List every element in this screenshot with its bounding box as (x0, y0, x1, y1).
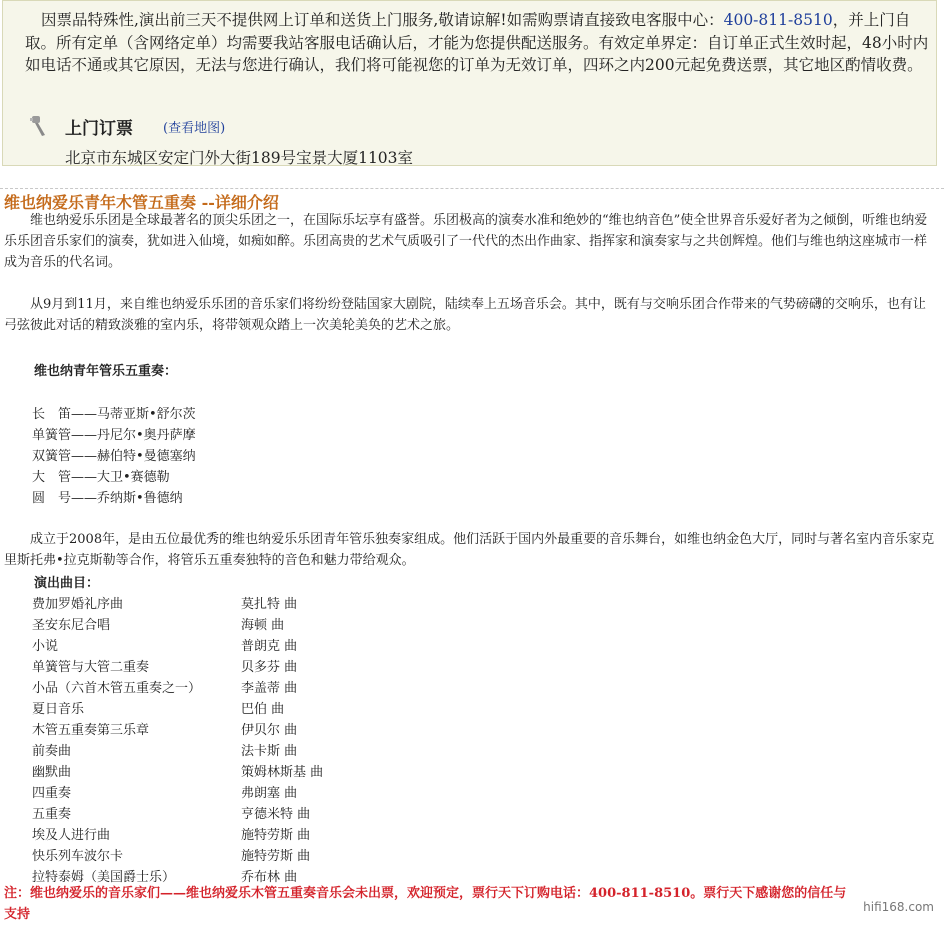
program-composer: 施特劳斯 曲 (241, 828, 311, 843)
program-composer: 法卡斯 曲 (241, 744, 298, 759)
program-title: 夏日音乐 (32, 702, 85, 717)
program-composer: 弗朗塞 曲 (241, 786, 298, 801)
member-item: 单簧管——丹尼尔•奥丹萨摩 (32, 428, 196, 443)
pickup-title: 上门订票 (65, 119, 133, 139)
program-composer: 亨德米特 曲 (241, 807, 311, 822)
program-title: 四重奏 (32, 786, 72, 801)
program-title: 圣安东尼合唱 (32, 618, 111, 633)
program-composer: 贝多芬 曲 (241, 660, 298, 675)
section-title: 维也纳爱乐青年木管五重奏 --详细介绍 (4, 193, 279, 212)
notice-text-start: 因票品特殊性,演出前三天不提供网上订单和送货上门服务,敬请谅解!如需购票请直接致电客服中心： (41, 11, 724, 29)
view-map-link[interactable]: (查看地图) (163, 121, 226, 136)
site-watermark: hifi168.com (863, 900, 934, 914)
member-item: 圆 号——乔纳斯•鲁德纳 (32, 491, 183, 506)
program-composer: 乔布林 曲 (241, 870, 298, 885)
program-composer: 普朗克 曲 (241, 639, 298, 654)
program-title: 快乐列车波尔卡 (32, 849, 124, 864)
notice-text (25, 9, 930, 77)
program-title: 五重奏 (32, 807, 72, 822)
program-composer: 海顿 曲 (241, 618, 285, 633)
program-title: 拉特泰姆（美国爵士乐） (32, 870, 176, 885)
program-title: 小品（六首木管五重奏之一） (32, 681, 202, 696)
program-title: 埃及人进行曲 (32, 828, 111, 843)
intro-paragraph: 维也纳爱乐乐团是全球最著名的顶尖乐团之一，在国际乐坛享有盛誉。乐团极高的演奏水准和绝妙的“维也纳音色”使全世界音乐爱好者为之倾倒，听维也纳爱乐乐团音乐家们的演奏，犹如进入仙境，如痴如醉。乐团高贵的艺术气质吸引了一代代的杰出作曲家、指挥家和演奏家与之共创辉煌。他们与维也纳这座城市一样成为音乐的代名词。 (4, 213, 928, 270)
program-composer: 莫扎特 曲 (241, 597, 298, 612)
customer-service-phone: 400-811-8510 (723, 11, 833, 29)
member-item: 大 管——大卫•赛德勒 (32, 470, 170, 485)
program-title: 前奏曲 (32, 744, 72, 759)
program-composer: 巴伯 曲 (241, 702, 285, 717)
notice-box (2, 0, 937, 166)
ensemble-paragraph: 成立于2008年，是由五位最优秀的维也纳爱乐乐团青年管乐独奏家组成。他们活跃于国内外最重要的音乐舞台，如维也纳金色大厅，同时与著名室内音乐家克里斯托弗•拉克斯勒等合作，将管乐五重奏独特的音色和魅力带给观众。 (4, 532, 935, 568)
footer-note: 注：维也纳爱乐的音乐家们——维也纳爱乐木管五重奏音乐会未出票，欢迎预定，票行天下订购电话：400-811-8510。票行天下感谢您的信任与 (4, 886, 847, 901)
program-heading: 演出曲目： (34, 576, 100, 591)
program-composer: 李盖蒂 曲 (241, 681, 298, 696)
section-divider (0, 188, 944, 189)
member-item: 双簧管——赫伯特•曼德塞纳 (32, 449, 196, 464)
member-item: 长 笛——马蒂亚斯•舒尔茨 (32, 407, 196, 422)
intro-paragraph: 从9月到11月，来自维也纳爱乐乐团的音乐家们将纷纷登陆国家大剧院，陆续奉上五场音乐会。其中，既有与交响乐团合作带来的气势磅礴的交响乐，也有让弓弦彼此对话的精致淡雅的室内乐，将带领观众踏上一次美轮美奂的艺术之旅。 (4, 297, 926, 333)
program-title: 费加罗婚礼序曲 (32, 597, 124, 612)
program-title: 小说 (32, 639, 59, 654)
program-composer: 策姆林斯基 曲 (241, 765, 324, 780)
ensemble-heading: 维也纳青年管乐五重奏： (34, 364, 178, 379)
pin-icon (29, 115, 49, 137)
notice-text-end: ，并上门自取。所有定单（含网络定单）均需要我站客服电话确认后，才能为您提供配送服务。有效定单界定：自订单正式生效时起，48小时内如电话不通或其它原因，无法与您进行确认，我们将可能视您的订单为无效订单，四环之内200元起免费送票，其它地区酌情收费。 (25, 11, 929, 74)
program-title: 木管五重奏第三乐章 (32, 723, 150, 738)
program-title: 单簧管与大管二重奏 (32, 660, 150, 675)
pickup-address: 北京市东城区安定门外大街189号宝景大厦1103室 (65, 149, 414, 167)
program-title: 幽默曲 (32, 765, 72, 780)
program-composer: 伊贝尔 曲 (241, 723, 298, 738)
footer-note-continuation: 支持 (4, 907, 31, 922)
program-composer: 施特劳斯 曲 (241, 849, 311, 864)
